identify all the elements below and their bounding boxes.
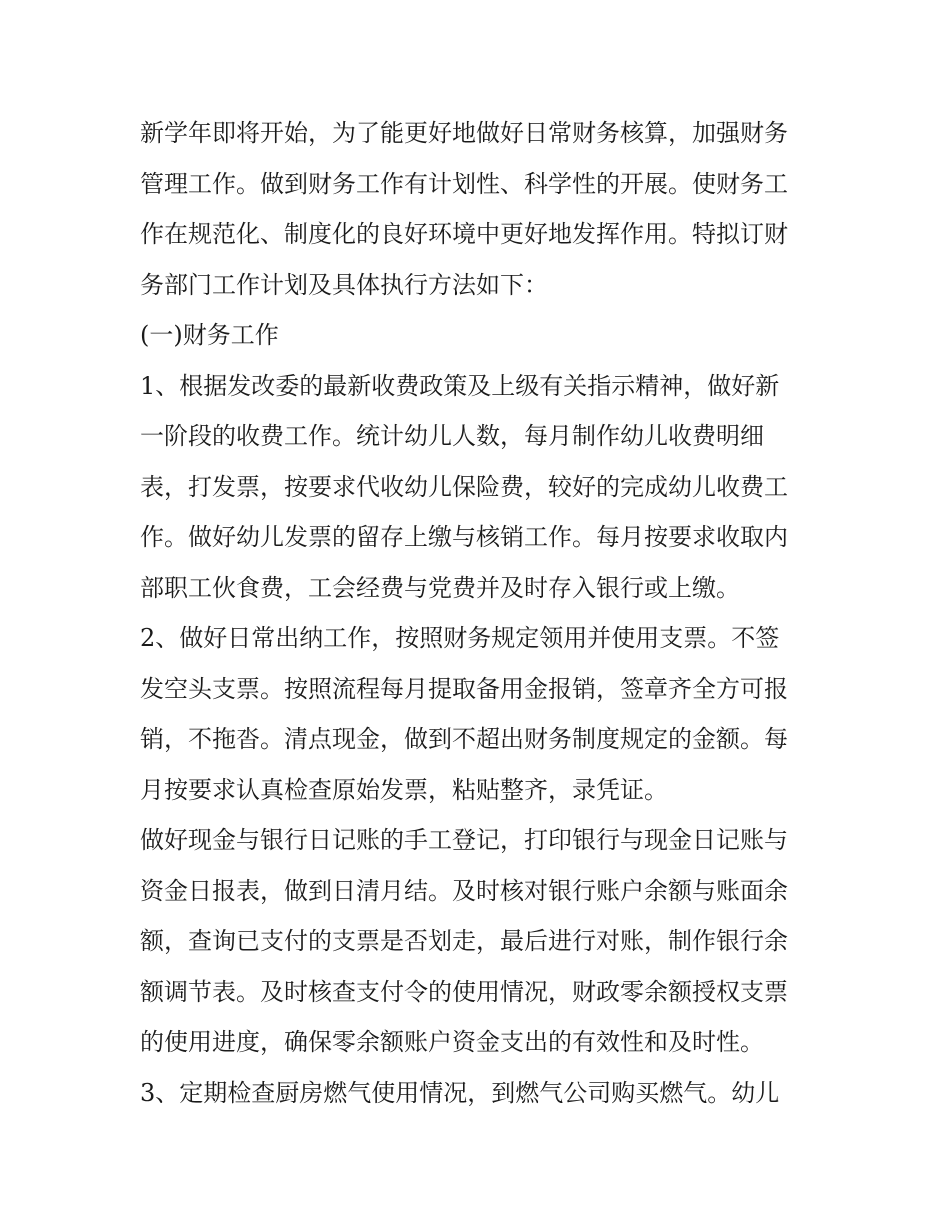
text-line: 部职工伙食费，工会经费与党费并及时存入银行或上缴。 xyxy=(140,573,740,602)
text-line: 一阶段的收费工作。统计幼儿人数，每月制作幼儿收费明细 xyxy=(140,422,764,450)
text-line: 务部门工作计划及具体执行方法如下： xyxy=(140,270,548,299)
section-heading: (一)财务工作 xyxy=(140,321,279,349)
text-line: 3、定期检查厨房燃气使用情况，到燃气公司购买燃气。幼儿 xyxy=(140,1078,780,1107)
text-line: 表，打发票，按要求代收幼儿保险费，较好的完成幼儿收费工 xyxy=(140,472,788,501)
text-line: 发空头支票。按照流程每月提取备用金报销，签章齐全方可报 xyxy=(140,674,788,703)
text-line: 管理工作。做到财务工作有计划性、科学性的开展。使财务工 xyxy=(140,169,788,198)
text-line: 作。做好幼儿发票的留存上缴与核销工作。每月按要求收取内 xyxy=(140,523,788,551)
text-line: 资金日报表，做到日清月结。及时核对银行账户余额与账面余 xyxy=(140,876,788,905)
document-body xyxy=(140,108,816,1118)
text-line: 销，不拖沓。清点现金，做到不超出财务制度规定的金额。每 xyxy=(140,725,788,753)
text-line: 额调节表。及时核查支付令的使用情况，财政零余额授权支票 xyxy=(140,977,788,1006)
text-line: 2、做好日常出纳工作，按照财务规定领用并使用支票。不签 xyxy=(140,624,780,652)
text-line: 额，查询已支付的支票是否划走，最后进行对账，制作银行余 xyxy=(140,927,788,955)
text-line: 的使用进度，确保零余额账户资金支出的有效性和及时性。 xyxy=(140,1028,764,1056)
text-line: 1、根据发改委的最新收费政策及上级有关指示精神，做好新 xyxy=(140,371,780,400)
text-line: 月按要求认真检查原始发票，粘贴整齐，录凭证。 xyxy=(140,775,668,804)
text-line: 新学年即将开始，为了能更好地做好日常财务核算，加强财务 xyxy=(140,119,788,147)
text-line: 作在规范化、制度化的良好环境中更好地发挥作用。特拟订财 xyxy=(140,220,788,248)
text-line: 做好现金与银行日记账的手工登记，打印银行与现金日记账与 xyxy=(140,826,788,854)
